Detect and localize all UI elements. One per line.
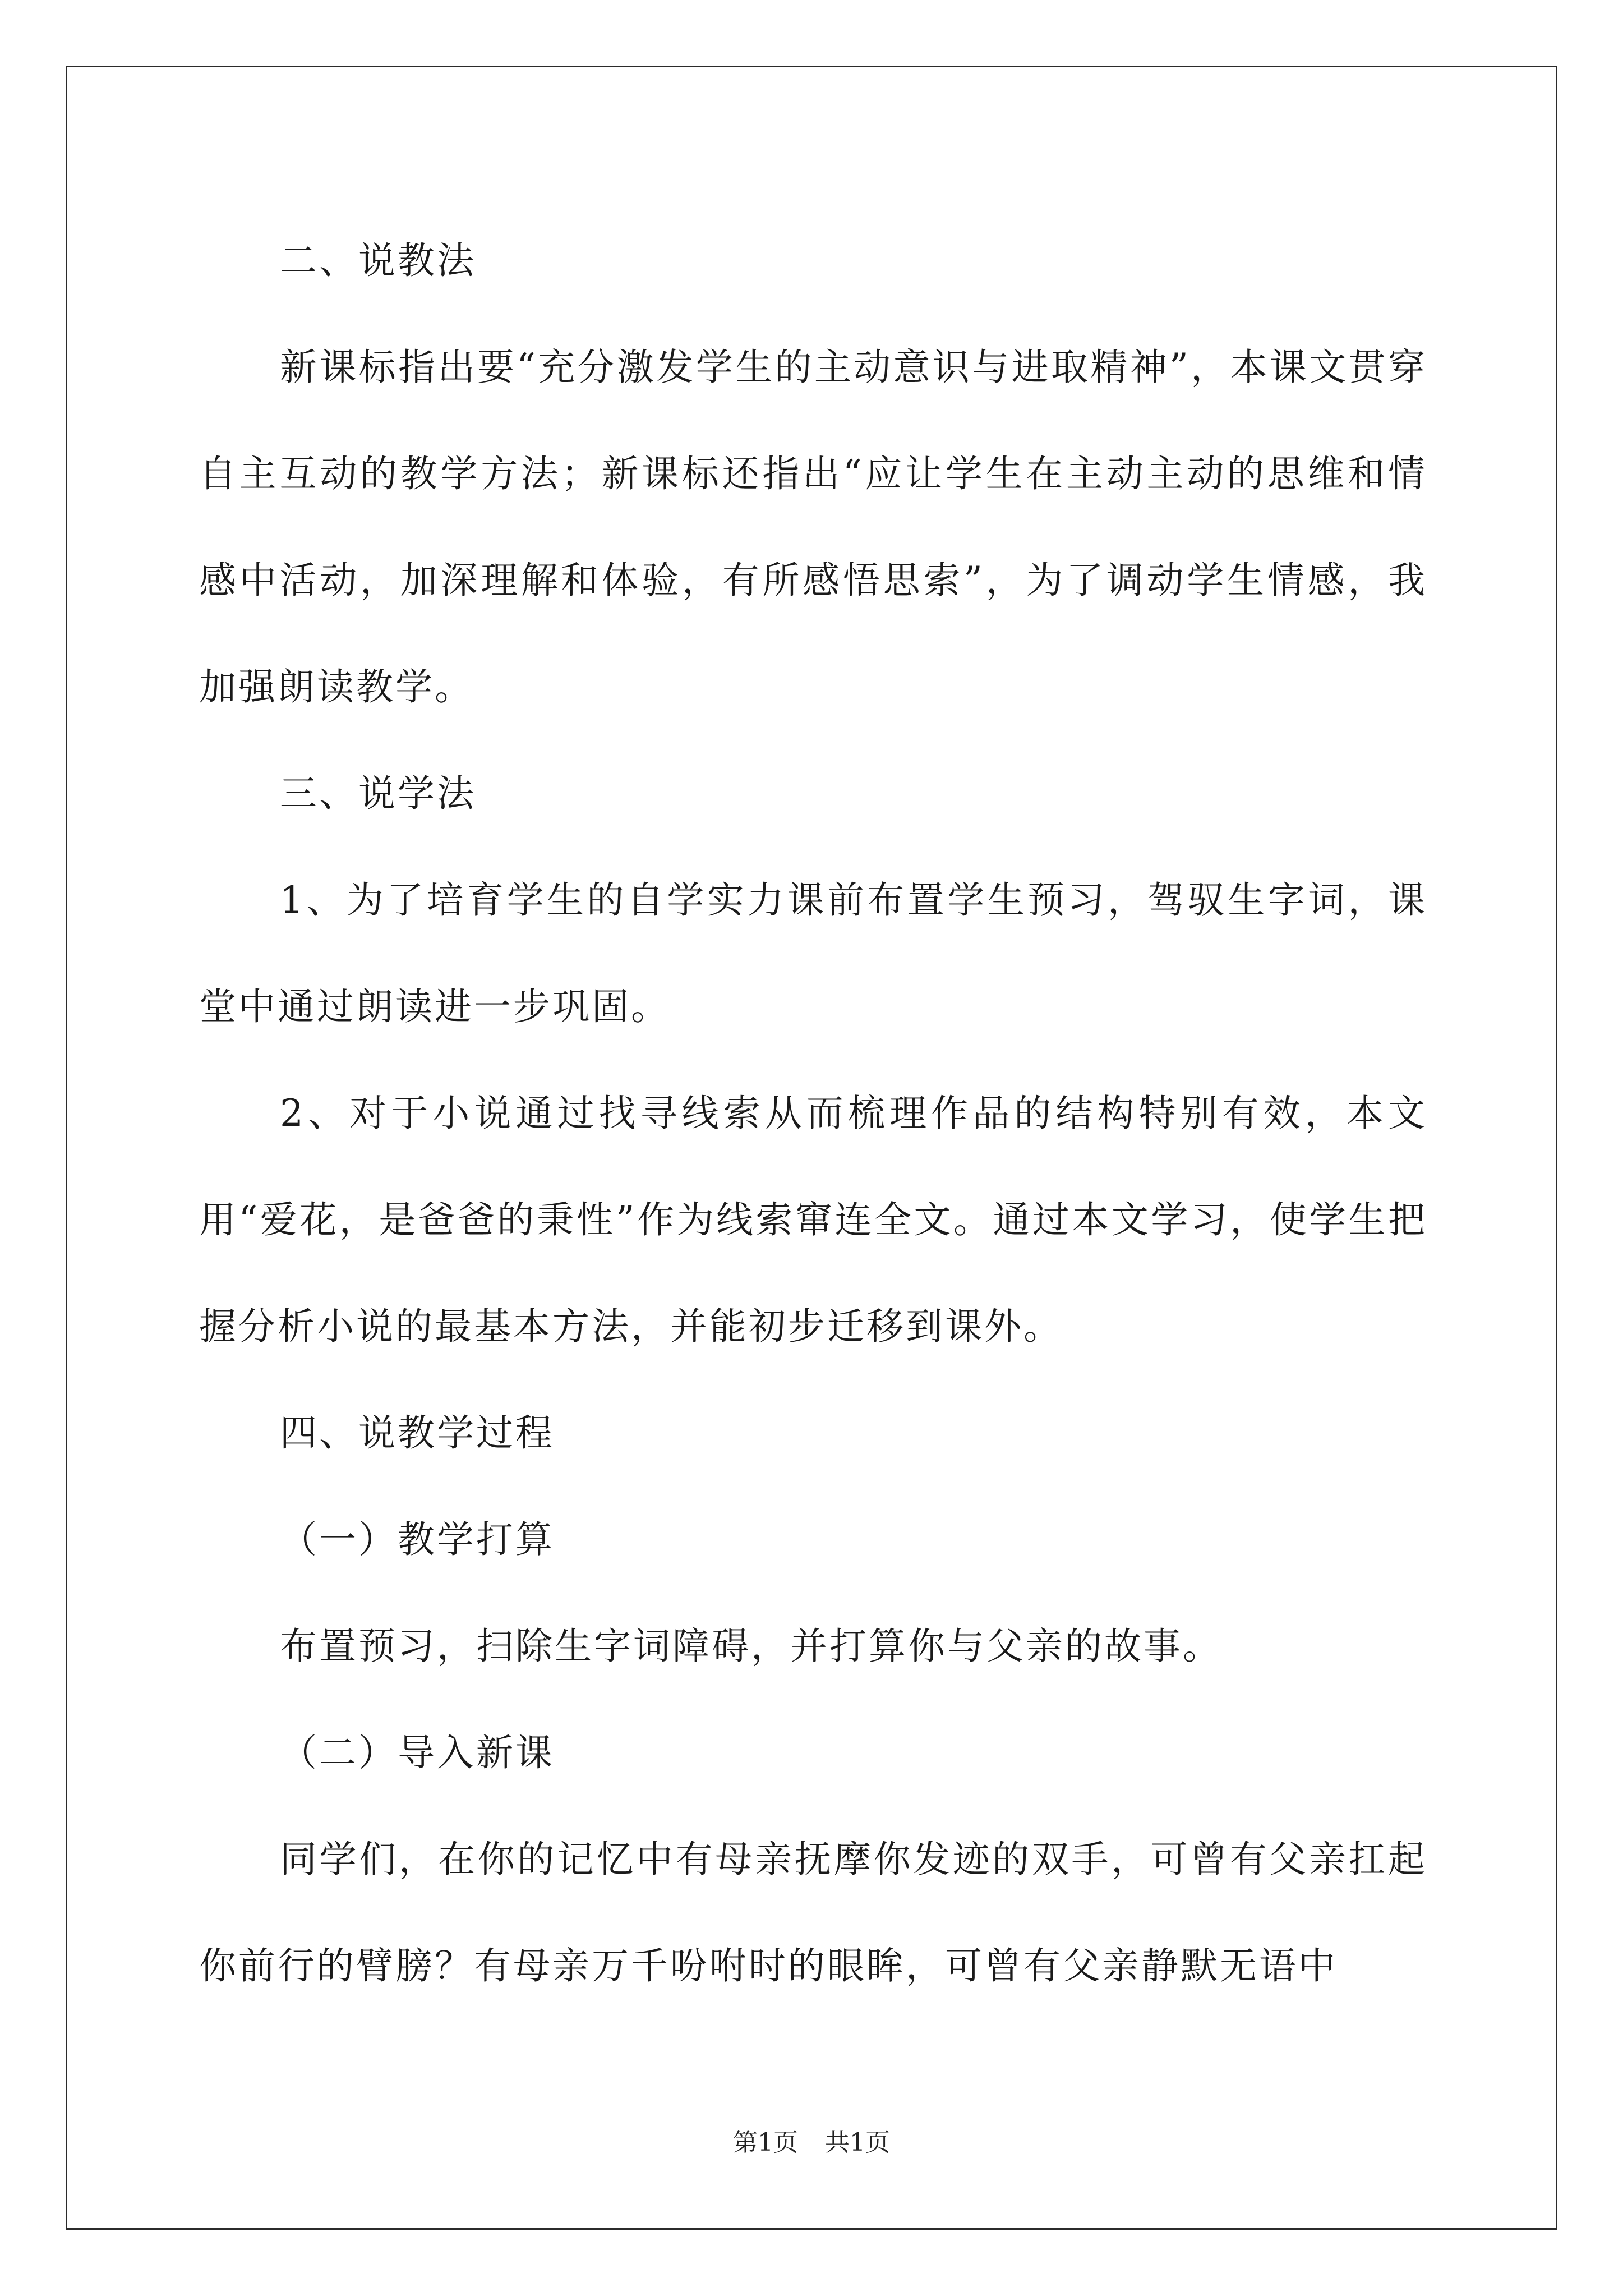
paragraph-introduction: 同学们，在你的记忆中有母亲抚摩你发迹的双手，可曾有父亲扛起你前行的臂膀？有母亲万千吩咐时的眼眸，可曾有父亲静默无语中 (199, 1838, 1427, 1987)
section-heading-learning-method: 三、说学法 (280, 772, 476, 815)
section-heading-teaching-process: 四、说教学过程 (280, 1411, 555, 1455)
paragraph-learning-method-1: 1、为了培育学生的自学实力课前布置学生预习，驾驭生字词，课堂中通过朗读进一步巩固。 (199, 878, 1427, 1028)
subheading-introduction: （二）导入新课 (280, 1731, 555, 1774)
section-heading-teaching-method: 二、说教法 (280, 239, 476, 282)
paragraph-teaching-plan: 布置预习，扫除生字词障碍，并打算你与父亲的故事。 (280, 1625, 1222, 1668)
subheading-teaching-plan: （一）教学打算 (280, 1518, 555, 1561)
page-number-total: 共1页 (825, 2128, 890, 2157)
document-body (199, 208, 1427, 2019)
paragraph-learning-method-2: 2、对于小说通过找寻线索从而梳理作品的结构特别有效，本文用“爱花，是爸爸的秉性”作为线索窜连全文。通过本文学习，使学生把握分析小说的最基本方法，并能初步迁移到课外。 (199, 1092, 1427, 1348)
page-footer (0, 2122, 1623, 2158)
paragraph-teaching-method: 新课标指出要“充分激发学生的主动意识与进取精神”，本课文贯穿自主互动的教学方法；新课标还指出“应让学生在主动主动的思维和情感中活动，加深理解和体验，有所感悟思索”，为了调动学生情感，我加强朗读教学。 (199, 346, 1427, 708)
page-number-current: 第1页 (733, 2128, 798, 2157)
